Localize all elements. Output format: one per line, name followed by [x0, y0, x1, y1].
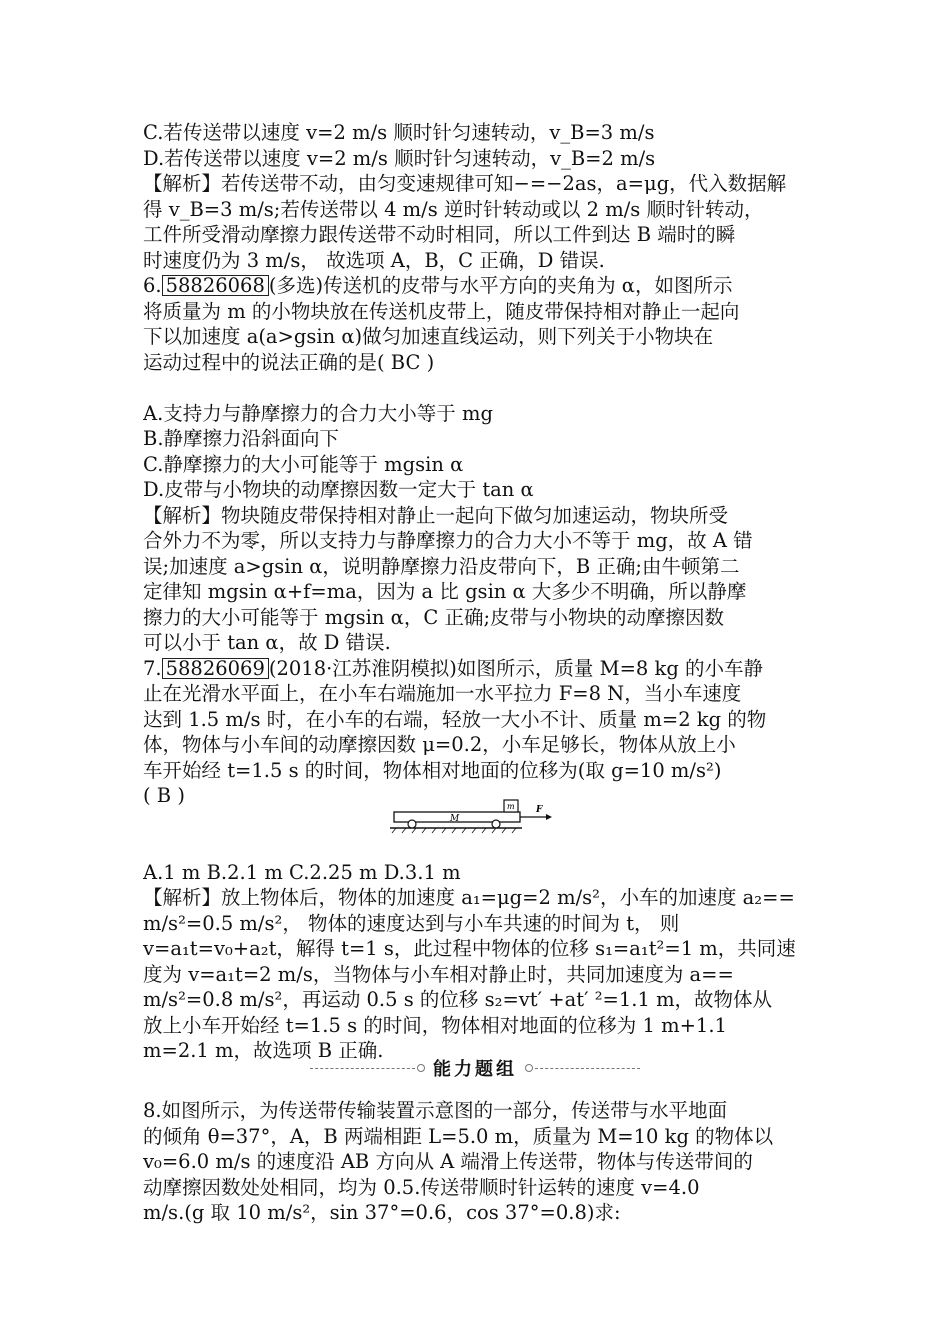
text-line: 得 v_B=3 m/s;若传送带以 4 m/s 逆时针转动或以 2 m/s 顺时针转动，: [143, 197, 764, 221]
section-title: 能力题组: [433, 1059, 517, 1080]
option-c: C.静摩擦力的大小可能等于 mgsin α: [143, 452, 464, 476]
text-line: 动摩擦因数处处相同，均为 0.5.传送带顺时针运转的速度 v=4.0: [143, 1175, 700, 1199]
text-line: m/s²=0.5 m/s²， 物体的速度达到与小车共速的时间为 t， 则: [143, 911, 680, 935]
answer-line: ( B ): [143, 784, 185, 807]
text-line: 的倾角 θ=37°，A，B 两端相距 L=5.0 m，质量为 M=10 kg 的物体以: [143, 1124, 774, 1148]
text-line: m/s²=0.8 m/s²，再运动 0.5 s 的位移 s₂=vt′ +at′ ²=1.1 m，故物体从: [143, 988, 773, 1011]
divider-dot-right: [525, 1064, 533, 1072]
text-line: 误;加速度 a>gsin α，说明静摩擦力沿皮带向下，B 正确;由牛顿第二: [143, 554, 740, 578]
problem-id-box: 58826068: [162, 275, 269, 296]
force-arrowhead: [546, 814, 552, 820]
options-line: A.1 m B.2.1 m C.2.25 m D.3.1 m: [143, 860, 461, 884]
right-wheel: [492, 820, 500, 828]
question-6-line: 6. 58826068 (多选)传送机的皮带与水平方向的夹角为 α，如图所示: [143, 274, 733, 297]
text-line: 将质量为 m 的小物块放在传送机皮带上，随皮带保持相对静止一起向: [143, 299, 740, 323]
divider-dot-left: [417, 1064, 425, 1072]
text-line: 定律知 mgsin α+f=ma，因为 a 比 gsin α 大多少不明确，所以静摩: [143, 580, 747, 603]
text-line: 【解析】若传送带不动，由匀变速规律可知−=−2as，a=μg，代入数据解: [143, 172, 787, 195]
text-line: C.若传送带以速度 v=2 m/s 顺时针匀速转动，v_B=3 m/s: [143, 121, 655, 144]
text-line: 放上小车开始经 t=1.5 s 的时间，物体相对地面的位移为 1 m+1.1: [143, 1013, 727, 1037]
text-line: 运动过程中的说法正确的是( BC ): [143, 350, 435, 374]
block-mass-label: m: [507, 802, 515, 811]
divider-line-left: [310, 1068, 415, 1069]
blank-line: [143, 375, 815, 401]
cart-figure: [386, 792, 556, 836]
text-line: 止在光滑水平面上，在小车右端施加一水平拉力 F=8 N，当小车速度: [143, 682, 742, 705]
question-8: [143, 1098, 815, 1226]
option-d: D.皮带与小物块的动摩擦因数一定大于 tan α: [143, 478, 534, 501]
text-line: m/s.(g 取 10 m/s²，sin 37°=0.6，cos 37°=0.8)求:: [143, 1201, 621, 1224]
text-line: m=2.1 m，故选项 B 正确.: [143, 1039, 384, 1062]
text-line: 擦力的大小可能等于 mgsin α，C 正确;皮带与小物块的动摩擦因数: [143, 605, 725, 629]
cart-mass-label: M: [450, 814, 460, 824]
section-divider: [310, 1055, 640, 1081]
problem-id-box: 58826069: [162, 658, 269, 679]
text-line: 下以加速度 a(a>gsin α)做匀加速直线运动，则下列关于小物块在: [143, 325, 714, 348]
divider-line-right: [535, 1068, 640, 1069]
text-line: 【解析】放上物体后，物体的加速度 a₁=μg=2 m/s²，小车的加速度 a₂==: [143, 886, 795, 909]
text-line: D.若传送带以速度 v=2 m/s 顺时针匀速转动，v_B=2 m/s: [143, 146, 656, 170]
text-line: 达到 1.5 m/s 时，在小车的右端，轻放一大小不计、质量 m=2 kg 的物: [143, 707, 767, 731]
question-7-line: 7. 58826069 (2018·江苏淮阴模拟)如图所示，质量 M=8 kg 的小车静: [143, 656, 764, 680]
text-line: 合外力不为零，所以支持力与静摩擦力的合力大小不等于 mg，故 A 错: [143, 529, 753, 552]
text-line: 可以小于 tan α，故 D 错误.: [143, 631, 391, 654]
text-line: 【解析】物块随皮带保持相对静止一起向下做匀加速运动，物块所受: [143, 503, 729, 527]
text-line: v₀=6.0 m/s 的速度沿 AB 方向从 A 端滑上传送带，物体与传送带间的: [143, 1150, 753, 1173]
text-line: 体，物体与小车间的动摩擦因数 μ=0.2，小车足够长，物体从放上小: [143, 733, 736, 756]
option-b: B.静摩擦力沿斜面向下: [143, 427, 340, 450]
force-label: F: [536, 805, 543, 815]
text-line: 8.如图所示，为传送带传输装置示意图的一部分，传送带与水平地面: [143, 1099, 728, 1122]
left-wheel: [408, 820, 416, 828]
text-line: 工件所受滑动摩擦力跟传送带不动时相同，所以工件到达 B 端时的瞬: [143, 223, 736, 246]
text-line: 时速度仍为 3 m/s， 故选项 A，B，C 正确，D 错误.: [143, 248, 605, 272]
figure-space: [143, 834, 815, 860]
text-line: 车开始经 t=1.5 s 的时间，物体相对地面的位移为(取 g=10 m/s²): [143, 758, 722, 782]
document-body: [143, 120, 815, 1064]
text-line: 度为 v=a₁t=2 m/s，当物体与小车相对静止时，共同加速度为 a==: [143, 962, 734, 986]
text-line: v=a₁t=v₀+a₂t，解得 t=1 s，此过程中物体的位移 s₁=a₁t²=1 m，共同速: [143, 937, 796, 960]
option-a: A.支持力与静摩擦力的合力大小等于 mg: [143, 401, 493, 425]
